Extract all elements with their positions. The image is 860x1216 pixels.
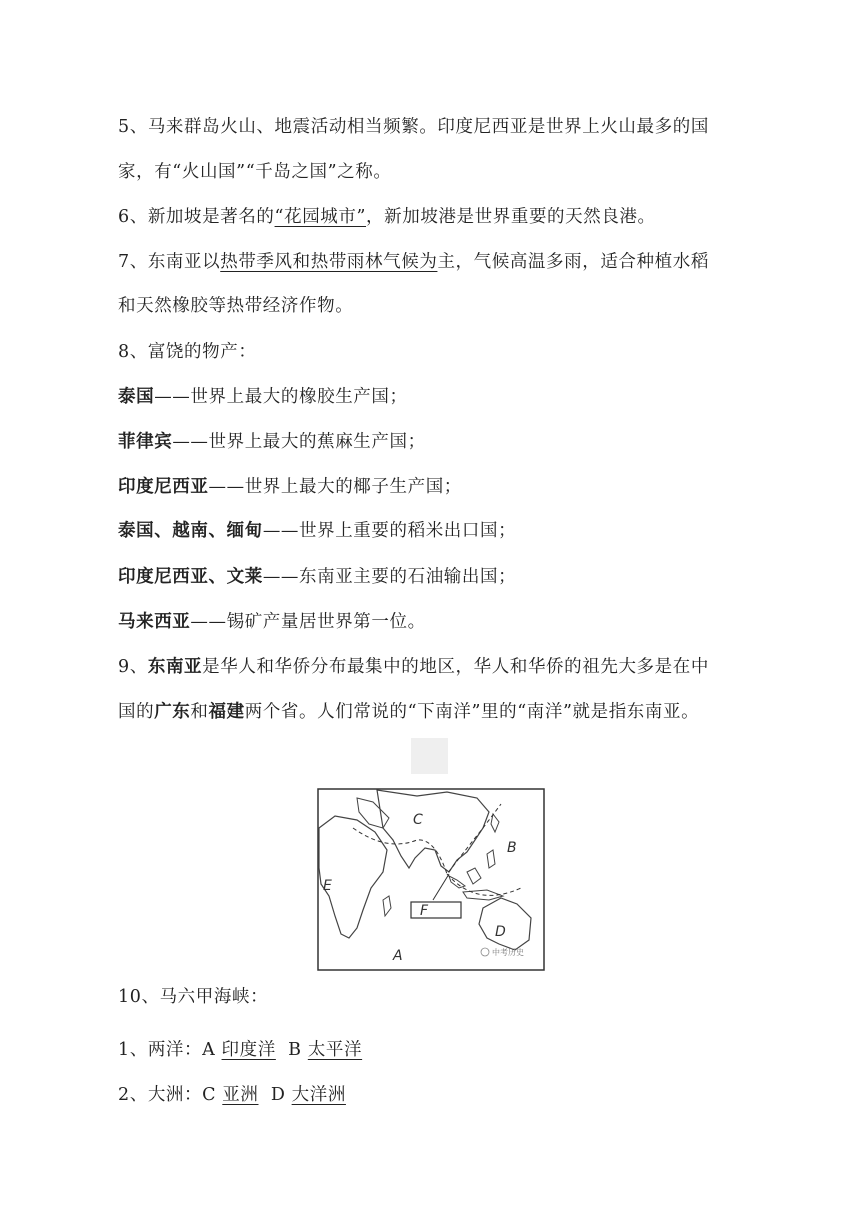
map-label-c: C [413, 812, 423, 828]
p5-line2: 家，有“火山国”“千岛之国”之称。 [118, 162, 392, 182]
p6: 6、新加坡是著名的“花园城市”，新加坡港是世界重要的天然良港。 [118, 207, 656, 227]
p8-item-1: 菲律宾——世界上最大的蕉麻生产国； [118, 432, 426, 452]
p7-underline: 热带季风和热带雨林气候为 [220, 252, 438, 272]
p7-line2: 和天然橡胶等热带经济作物。 [118, 296, 354, 316]
p6-underline: “花园城市” [274, 207, 367, 227]
p10-line1: 1、两洋：A 印度洋 B 太平洋 [118, 1040, 363, 1060]
p7-line1: 7、东南亚以热带季风和热带雨林气候为主，气候高温多雨，适合种植水稻 [118, 252, 709, 272]
p9-line2: 国的广东和福建两个省。人们常说的“下南洋”里的“南洋”就是指东南亚。 [118, 702, 700, 722]
p8-item-5: 马来西亚——锡矿产量居世界第一位。 [118, 612, 426, 632]
p8-item-2: 印度尼西亚——世界上最大的椰子生产国； [118, 477, 462, 497]
p8-title: 8、富饶的物产： [118, 342, 257, 362]
map-label-d: D [495, 924, 506, 940]
p8-item-4: 印度尼西亚、文莱——东南亚主要的石油输出国； [118, 567, 517, 587]
p10-title: 10、马六甲海峡： [118, 987, 269, 1007]
p10-line2: 2、大洲：C 亚洲 D 大洋洲 [118, 1085, 346, 1105]
map-watermark: 中考历史 [492, 948, 524, 957]
map-label-f: F [420, 903, 429, 919]
p8-item-0: 泰国——世界上最大的橡胶生产国； [118, 387, 408, 407]
p9-line1: 9、东南亚是华人和华侨分布最集中的地区，华人和华侨的祖先大多是在中 [118, 657, 709, 677]
p5-line1: 5、马来群岛火山、地震活动相当频繁。印度尼西亚是世界上火山最多的国 [118, 117, 709, 137]
map-label-b: B [507, 840, 517, 856]
image-placeholder [411, 738, 448, 774]
map-label-a: A [393, 948, 403, 964]
map-label-e: E [323, 878, 332, 894]
strait-map [317, 788, 545, 971]
p8-item-3: 泰国、越南、缅甸——世界上重要的稻米出口国； [118, 521, 517, 541]
